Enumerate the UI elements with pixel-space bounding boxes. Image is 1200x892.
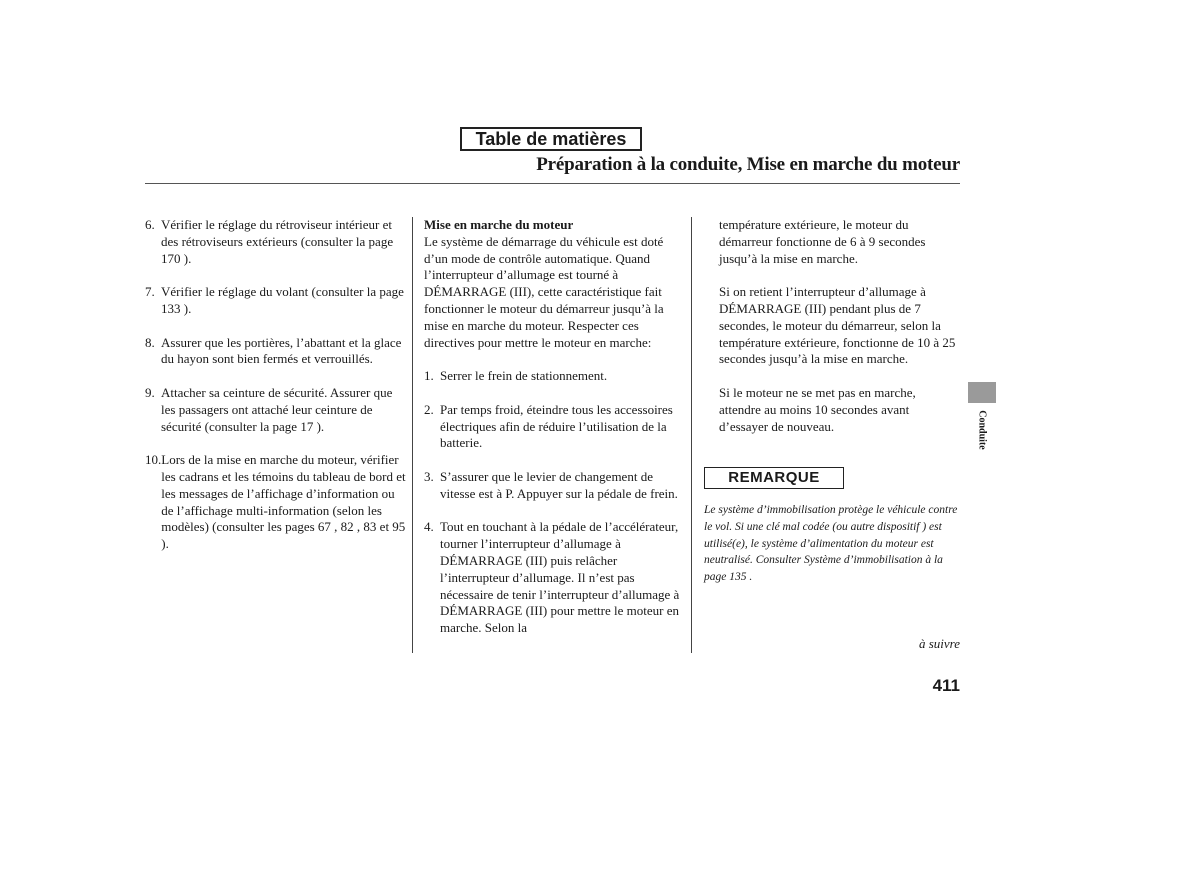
remarque-label: REMARQUE xyxy=(704,467,844,489)
step-number: 4. xyxy=(424,519,434,535)
list-item xyxy=(145,217,407,267)
list-item xyxy=(145,284,407,318)
item-text: Vérifier le réglage du volant (consulter la page 133 ). xyxy=(161,284,404,316)
step-number: 3. xyxy=(424,468,434,484)
left-column xyxy=(145,217,407,570)
item-number: 9. xyxy=(145,384,155,400)
table-of-contents-button[interactable]: Table de matières xyxy=(460,127,642,151)
item-number: 8. xyxy=(145,334,155,350)
intro-paragraph: Le système de démarrage du véhicule est doté d’un mode de contrôle automatique. Quand l’interrupteur d’allumage est tourné à DÉMARRAGE (III), cette caractéristique fait fonctionner le moteur du démarreur jusqu’à la mise en marche du moteur. Respecter ces directives pour mettre le moteur en marche: xyxy=(424,233,664,350)
paragraph: température extérieure, le moteur du démarreur fonctionne de 6 à 9 secondes jusqu’à la mise en marche. xyxy=(719,217,926,266)
column-divider xyxy=(691,217,692,653)
list-item xyxy=(145,335,407,369)
step-item xyxy=(424,469,682,503)
right-column xyxy=(719,217,959,435)
step-text: S’assurer que le levier de changement de vitesse est à P. Appuyer sur la pédale de frein. xyxy=(440,468,678,501)
step-number: 1. xyxy=(424,368,434,384)
step-text: Par temps froid, éteindre tous les accessoires électriques afin de réduire l’utilisation de la batterie. xyxy=(440,401,673,451)
header-rule xyxy=(145,183,960,184)
step-item xyxy=(424,368,682,385)
item-text: Lors de la mise en marche du moteur, vérifier les cadrans et les témoins du tableau de bord et les messages de l’affichage d’information ou de l’affichage multi-information (selon les modèles) (consulter les pages 67 , 82 , 83 et 95 ). xyxy=(161,452,406,552)
item-number: 10. xyxy=(145,452,162,468)
column-divider xyxy=(412,217,413,653)
list-item xyxy=(145,385,407,435)
continued-label: à suivre xyxy=(918,636,960,651)
list-item xyxy=(145,452,407,553)
item-number: 6. xyxy=(145,217,155,232)
chapter-tab-marker xyxy=(968,382,996,403)
paragraph: Si on retient l’interrupteur d’allumage à DÉMARRAGE (III) pendant plus de 7 secondes, le moteur du démarreur, selon la température extérieure, fonctionne de 10 à 25 secondes jusqu’à la mise en marche. xyxy=(719,284,956,367)
page-number: 411 xyxy=(932,676,960,695)
item-text: Vérifier le réglage du rétroviseur intérieur et des rétroviseurs extérieurs (consulter la page 170 ). xyxy=(161,217,394,266)
paragraph: Si le moteur ne se met pas en marche, attendre au moins 10 secondes avant d’essayer de nouveau. xyxy=(719,384,916,434)
item-text: Assurer que les portières, l’abattant et la glace du hayon sont bien fermés et verrouillés. xyxy=(161,334,402,367)
step-item xyxy=(424,519,682,637)
subsection-heading: Mise en marche du moteur xyxy=(424,217,574,232)
step-text: Serrer le frein de stationnement. xyxy=(440,368,608,384)
item-text: Attacher sa ceinture de sécurité. Assurer que les passagers ont attaché leur ceinture de sécurité (consulter la page 17 ). xyxy=(161,384,393,434)
remarque-note: Le système d’immobilisation protège le véhicule contre le vol. Si une clé mal codée (ou autre dispositif ) est utilisé(e), le système d’alimentation du moteur est neutralisé. Consulter Système d’immobilisation à la page 135 . xyxy=(704,504,958,584)
middle-column xyxy=(424,217,682,654)
step-number: 2. xyxy=(424,401,434,417)
chapter-tab-label: Conduite xyxy=(976,410,988,450)
section-title: Préparation à la conduite, Mise en marche du moteur xyxy=(536,154,960,175)
item-number: 7. xyxy=(145,284,155,300)
step-item xyxy=(424,402,682,452)
step-text: Tout en touchant à la pédale de l’accélérateur, tourner l’interrupteur d’allumage à DÉMARRAGE (III) puis relâcher l’interrupteur d’allumage. Il n’est pas nécessaire de tenir l’interrupteur d’allumage à DÉMARRAGE (III) pour mettre le moteur en marche. Selon la xyxy=(440,519,680,636)
